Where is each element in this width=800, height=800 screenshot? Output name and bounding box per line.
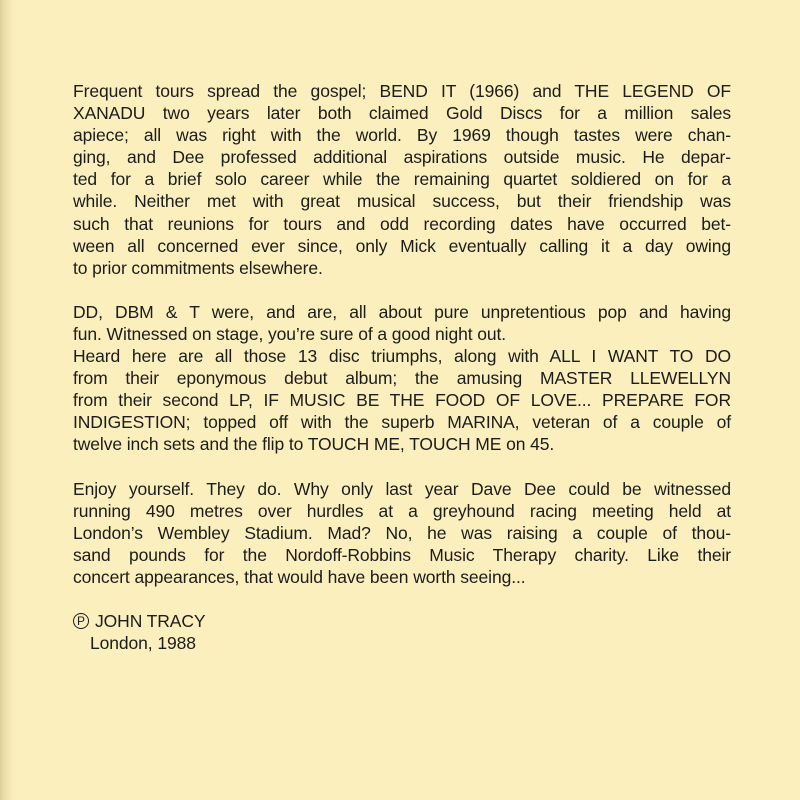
text-line: apiece; all was right with the world. By 1969 though tastes were chan- [73,125,731,146]
text-line: INDIGESTION; topped off with the superb MARINA, veteran of a couple of [73,412,731,433]
text-line: ted for a brief solo career while the remaining quartet soldiered on for a [73,169,731,190]
author-name: JOHN TRACY [95,610,206,631]
paragraph-pop [73,301,731,345]
text-line: to prior commitments elsewhere. [73,257,323,278]
text-line: ging, and Dee professed additional aspirations outside music. He depar- [73,147,731,168]
page-fold-shadow [0,0,14,800]
text-line: running 490 metres over hurdles at a greyhound racing meeting held at [73,500,731,521]
text-line: sand pounds for the Nordoff-Robbins Music Therapy charity. Like their [73,544,731,565]
text-line: DD, DBM & T were, and are, all about pure unpretentious pop and having [73,301,731,322]
text-line: concert appearances, that would have been worth seeing... [73,566,526,587]
text-line: London’s Wembley Stadium. Mad? No, he was raising a couple of thou- [73,522,731,543]
text-line: Heard here are all those 13 disc triumphs, along with ALL I WANT TO DO [73,346,731,367]
paragraph-enjoy [73,478,731,588]
text-line: such that reunions for tours and odd recording dates have occurred bet- [73,213,731,234]
text-line: from their eponymous debut album; the amusing MASTER LLEWELLYN [73,368,731,389]
paragraph-spacer [73,279,731,301]
phonogram-copyright-icon: P [73,613,89,629]
text-line: XANADU two years later both claimed Gold Discs for a million sales [73,103,731,124]
text-line: from their second LP, IF MUSIC BE THE FOOD OF LOVE... PREPARE FOR [73,390,731,411]
credit-author-line [73,610,731,632]
text-line: twelve inch sets and the flip to TOUCH ME, TOUCH ME on 45. [73,434,555,455]
text-line: while. Neither met with great musical success, but their friendship was [73,191,731,212]
paragraph-tours [73,80,731,279]
credit-place-date: London, 1988 [90,633,196,654]
text-line: fun. Witnessed on stage, you’re sure of a good night out. [73,323,507,344]
text-line: ween all concerned ever since, only Mick eventually calling it a day owing [73,235,731,256]
paragraph-tracks [73,345,731,455]
text-line: Enjoy yourself. They do. Why only last year Dave Dee could be witnessed [73,478,731,499]
author-credit [73,610,731,654]
paragraph-spacer [73,456,731,478]
text-line: Frequent tours spread the gospel; BEND IT (1966) and THE LEGEND OF [73,81,731,101]
liner-notes-text [73,80,731,654]
paragraph-spacer [73,588,731,610]
